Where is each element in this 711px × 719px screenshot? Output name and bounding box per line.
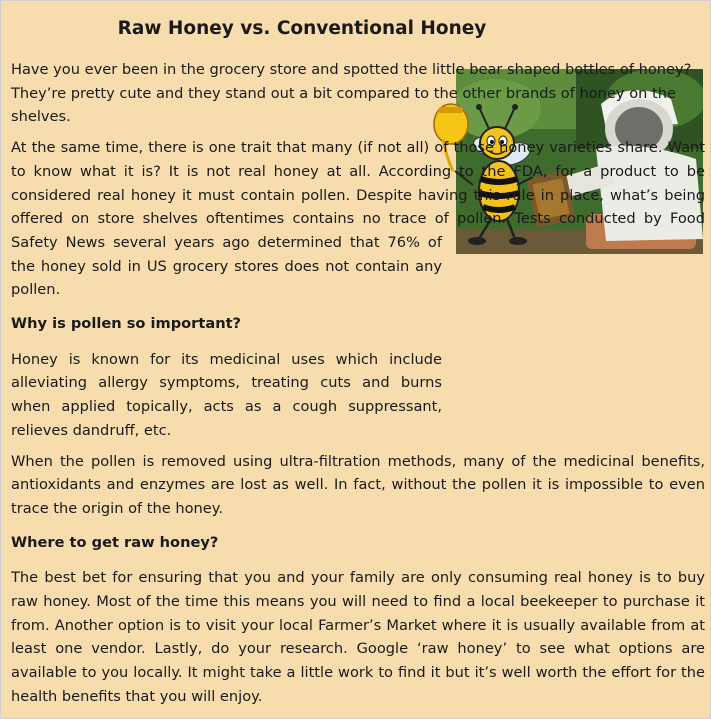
paragraph-fda: At the same time, there is one trait that many (if not all) of those honey varieties share. Want to know what it is? It is not real honey at all. According to the FDA, for a product to be considered real honey it must contain pollen. Despite having this rule in place, what’s being offered on store shelves oftentimes contains no trace of pollen. Tests conducted by Food Safety News several years ago determined that 76% of the honey sold in US grocery stores does not contain any pollen.	[11, 139, 705, 299]
paragraph-buy-raw: The best bet for ensuring that you and your family are only consuming real honey is to buy raw honey. Most of the time this means you will need to find a local beekeeper to purchase it from. Another option is to visit your local Farmer’s Market where it is usually available from at least one vendor. Lastly, do your research. Google ‘raw honey’ to see what options are available to you locally. It might take a little work to find it but it’s well worth the effort for the health benefits that you will enjoy.	[11, 569, 705, 705]
paragraph-filtration: When the pollen is removed using ultra-filtration methods, many of the medicinal benefits, antioxidants and enzymes are lost as well. In fact, without the pollen it is impossible to even trace the origin of the honey.	[11, 452, 705, 517]
article-title: Raw Honey vs. Conventional Honey	[117, 18, 487, 39]
paragraph-medicinal-uses: Honey is known for its medicinal uses which include alleviating allergy symptoms, treating cuts and burns when applied topically, acts as a cough suppressant, relieves dandruff, etc.	[11, 350, 442, 439]
paragraph-intro: Have you ever been in the grocery store and spotted the little bear shaped bottles of honey? They’re pretty cute and they stand out a bit compared to the other brands of honey on the shelves.	[11, 61, 692, 126]
heading-where-to-get: Where to get raw honey?	[11, 533, 219, 551]
article-body	[11, 58, 705, 716]
heading-why-pollen: Why is pollen so important?	[11, 315, 242, 333]
